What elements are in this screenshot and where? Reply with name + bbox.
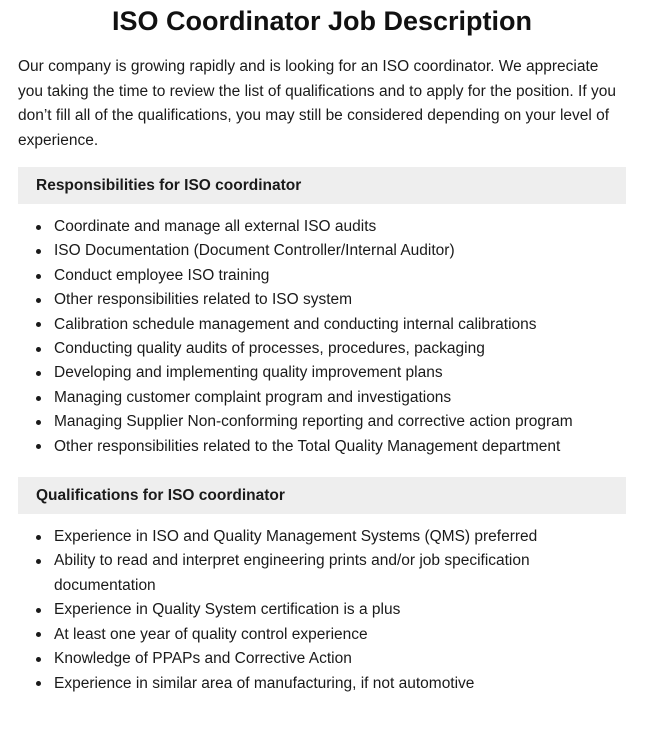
list-item (18, 264, 626, 288)
list-item (18, 623, 626, 647)
list-item-text: At least one year of quality control experience (54, 625, 368, 643)
list-item (18, 549, 626, 598)
list-item-text: Managing Supplier Non-conforming reporting and corrective action program (54, 413, 573, 431)
bullet-icon (36, 215, 42, 239)
list-item-text: Conducting quality audits of processes, procedures, packaging (54, 340, 485, 358)
bullet-icon (36, 264, 42, 288)
list-item-text: Other responsibilities related to ISO system (54, 291, 353, 309)
intro-paragraph: Our company is growing rapidly and is looking for an ISO coordinator. We appreciate you taking the time to review the list of qualifications and to apply for the position. If you don’t fill all of the qualifications, you may still be considered depending on your level of experience. (18, 58, 616, 149)
qualifications-heading (18, 477, 626, 514)
bullet-icon (36, 647, 42, 671)
list-item (18, 435, 626, 459)
list-item (18, 313, 626, 337)
list-item (18, 288, 626, 312)
responsibilities-heading-text: Responsibilities for ISO coordinator (36, 176, 302, 194)
list-item-text: Conduct employee ISO training (54, 266, 270, 284)
list-item-text: ISO Documentation (Document Controller/Internal Auditor) (54, 242, 455, 260)
list-item-text: Knowledge of PPAPs and Corrective Action (54, 650, 352, 668)
bullet-icon (36, 623, 42, 647)
bullet-icon (36, 386, 42, 410)
list-item (18, 239, 626, 263)
list-item-text: Developing and implementing quality improvement plans (54, 364, 443, 382)
responsibilities-list (18, 215, 626, 459)
qualifications-list (18, 525, 626, 696)
bullet-icon (36, 672, 42, 696)
list-item (18, 337, 626, 361)
qualifications-heading-text: Qualifications for ISO coordinator (36, 486, 285, 504)
list-item (18, 361, 626, 385)
list-item-text: Managing customer complaint program and investigations (54, 388, 452, 406)
bullet-icon (36, 410, 42, 434)
bullet-icon (36, 239, 42, 263)
bullet-icon (36, 598, 42, 622)
bullet-icon (36, 313, 42, 337)
list-item (18, 215, 626, 239)
bullet-icon (36, 337, 42, 361)
list-item-text: Ability to read and interpret engineering prints and/or job specification documentation (54, 552, 530, 594)
list-item-text: Experience in Quality System certification is a plus (54, 601, 401, 619)
bullet-icon (36, 525, 42, 549)
list-item (18, 386, 626, 410)
list-item (18, 672, 626, 696)
bullet-icon (36, 361, 42, 385)
list-item-text: Coordinate and manage all external ISO audits (54, 218, 377, 235)
list-item-text: Experience in similar area of manufacturing, if not automotive (54, 674, 475, 692)
list-item (18, 410, 626, 434)
page-title: ISO Coordinator Job Description (111, 6, 533, 36)
list-item-text: Other responsibilities related to the Total Quality Management department (54, 437, 561, 455)
list-item (18, 525, 626, 549)
bullet-icon (36, 549, 42, 573)
bullet-icon (36, 435, 42, 459)
list-item-text: Calibration schedule management and conducting internal calibrations (54, 315, 537, 333)
list-item (18, 598, 626, 622)
responsibilities-heading (18, 167, 626, 204)
list-item (18, 647, 626, 671)
list-item-text: Experience in ISO and Quality Management Systems (QMS) preferred (54, 528, 538, 546)
bullet-icon (36, 288, 42, 312)
